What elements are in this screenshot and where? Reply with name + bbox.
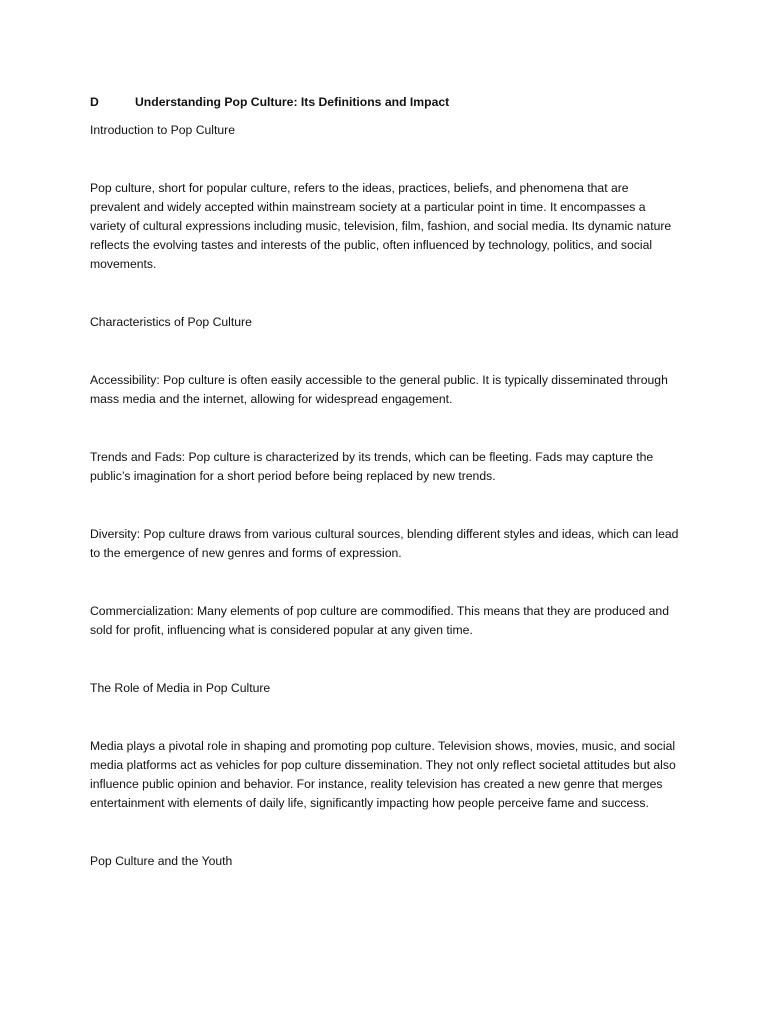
spacer bbox=[90, 813, 682, 852]
spacer bbox=[90, 274, 682, 313]
title-letter: D bbox=[90, 95, 99, 109]
trends-paragraph: Trends and Fads: Pop culture is characterized by its trends, which can be fleeting. Fads may capture the public’s imagination for a short period before being replaced by new trends. bbox=[90, 450, 654, 483]
diversity-paragraph: Diversity: Pop culture draws from various cultural sources, blending different styles and ideas, which can lead to the emergence of new genres and forms of expression. bbox=[90, 527, 679, 560]
accessibility-paragraph: Accessibility: Pop culture is often easily accessible to the general public. It is typically disseminated through mass media and the internet, allowing for widespread engagement. bbox=[90, 373, 668, 406]
commercialization-paragraph: Commercialization: Many elements of pop culture are commodified. This means that they are produced and sold for profit, influencing what is considered popular at any given time. bbox=[90, 604, 669, 637]
spacer bbox=[90, 640, 682, 679]
media-heading: The Role of Media in Pop Culture bbox=[90, 681, 271, 695]
spacer bbox=[90, 409, 682, 448]
document-title: Understanding Pop Culture: Its Definitions and Impact bbox=[135, 95, 450, 109]
spacer bbox=[90, 140, 682, 179]
spacer bbox=[90, 698, 682, 737]
document-content bbox=[90, 93, 682, 871]
media-paragraph: Media plays a pivotal role in shaping and promoting pop culture. Television shows, movies, music, and social media platforms act as vehicles for pop culture dissemination. They not only reflect societal attitudes but also influence public opinion and behavior. For instance, reality television has created a new genre that merges entertainment with elements of daily life, significantly impacting how people perceive fame and success. bbox=[90, 739, 676, 810]
youth-heading: Pop Culture and the Youth bbox=[90, 854, 233, 868]
intro-paragraph: Pop culture, short for popular culture, refers to the ideas, practices, beliefs, and phenomena that are prevalent and widely accepted within mainstream society at a particular point in time. It encompasses a variety of cultural expressions including music, television, film, fashion, and social media. Its dynamic nature reflects the evolving tastes and interests of the public, often influenced by technology, politics, and social movements. bbox=[90, 181, 672, 271]
characteristics-heading: Characteristics of Pop Culture bbox=[90, 315, 252, 329]
document-title-line bbox=[90, 93, 682, 112]
spacer bbox=[90, 486, 682, 525]
intro-heading: Introduction to Pop Culture bbox=[90, 123, 235, 137]
spacer bbox=[90, 332, 682, 371]
spacer bbox=[90, 563, 682, 602]
